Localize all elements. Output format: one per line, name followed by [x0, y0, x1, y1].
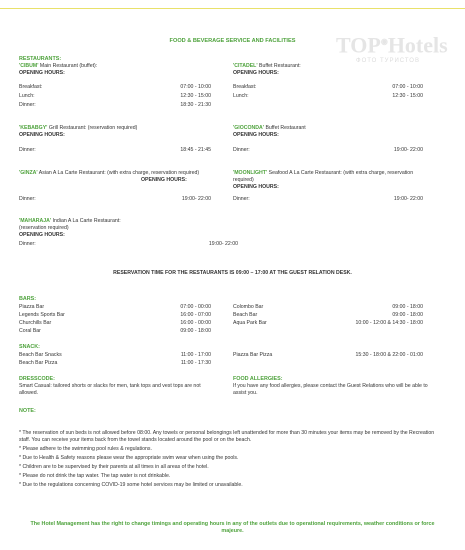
snack-row: Beach Bar Pizza 11:00 - 17:30: [19, 360, 211, 366]
snack-row: Piazza Bar Pizza 15:30 - 18:00 & 22:00 - 01:00: [233, 352, 423, 358]
cibum-block: [19, 63, 97, 77]
management-footer: The Hotel Management has the right to change timings and operating hours in any of the outlets due to operational requirements, weather conditions or force majeure.: [30, 521, 435, 535]
dresscode-heading: DRESSCODE:: [19, 376, 55, 382]
page-title: FOOD & BEVERAGE SERVICE AND FACILITIES: [169, 38, 296, 44]
moonlight-name: 'MOONLIGHT': [233, 170, 268, 176]
kebabgy-block: [19, 125, 137, 139]
citadel-block: [233, 63, 301, 77]
moonlight-block: [233, 170, 433, 191]
ginza-row: Dinner: 19:00- 22:00: [19, 196, 211, 202]
logo-subtitle: ФОТО ТУРИСТОВ: [356, 58, 420, 65]
cibum-row: Breakfast: 07:00 - 10:00: [19, 84, 211, 90]
bar-row: Colombo Bar 09:00 - 18:00: [233, 304, 423, 310]
citadel-row: Lunch: 12:30 - 15:00: [233, 93, 423, 99]
cibum-row: Dinner: 18:30 - 21:30: [19, 102, 211, 108]
gioconda-desc: Buffet Restaurant: [264, 125, 306, 131]
top-divider: [0, 8, 465, 9]
ginza-block: [19, 170, 211, 183]
bar-row: Beach Bar 09:00 - 18:00: [233, 312, 423, 318]
note-item: * The reservation of sun beds is not allowed before 08:00. Any towels or personal belongings left unattended for more than 30 minutes your items may be removed by the Recreation staff. You can receive your items back from the towel stands located around the pool or on the beach.: [19, 430, 435, 444]
allergies-text: If you have any food allergies, please contact the Guest Relations who will be able to assist you.: [233, 383, 428, 397]
maharaja-name: 'MAHARAJA': [19, 218, 52, 224]
logo-mark: TOP◉Hotels: [336, 32, 448, 58]
moonlight-desc: Seafood A La Carte Restaurant: (with extra charge, reservation required): [233, 170, 414, 184]
allergies-heading: FOOD ALLERGIES:: [233, 376, 283, 382]
gioconda-name: 'GIOCONDA': [233, 125, 264, 131]
kebabgy-row: Dinner: 18:45 - 21:45: [19, 147, 211, 153]
maharaja-block: [19, 218, 121, 239]
ginza-desc: Asian A La Carte Restaurant: (with extra charge, reservation required): [37, 170, 200, 176]
citadel-row: Breakfast: 07:00 - 10:00: [233, 84, 423, 90]
bars-heading: BARS:: [19, 296, 37, 302]
opening-hours-label: OPENING HOURS:: [233, 132, 279, 139]
maharaja-desc2: (reservation required): [19, 225, 69, 232]
opening-hours-label: OPENING HOURS:: [233, 184, 279, 191]
cibum-name: 'CIBUM': [19, 63, 39, 69]
bar-row: Aqua Park Bar 10:00 - 12:00 & 14:30 - 18:00: [233, 320, 423, 326]
gioconda-block: [233, 125, 306, 139]
opening-hours-label: OPENING HOURS:: [19, 70, 65, 77]
bar-row: Coral Bar 09:00 - 18:00: [19, 328, 211, 334]
bar-row: Churchills Bar 16:00 - 00:00: [19, 320, 211, 326]
moonlight-row: Dinner: 19:00- 22:00: [233, 196, 423, 202]
cibum-row: Lunch: 12:30 - 15:00: [19, 93, 211, 99]
reservation-notice: RESERVATION TIME FOR THE RESTAURANTS IS 09:00 – 17:00 AT THE GUEST RELATION DESK.: [113, 270, 352, 276]
opening-hours-label: OPENING HOURS:: [141, 177, 187, 183]
dresscode-text: Smart Casual: tailored shorts or slacks for men, tank tops and vest tops are not allowed.: [19, 383, 201, 397]
bar-row: Legends Sports Bar 16:00 - 07:00: [19, 312, 211, 318]
bar-row: Piazza Bar 07:00 - 00:00: [19, 304, 211, 310]
ginza-name: 'GINZA': [19, 170, 38, 176]
citadel-desc: Buffet Restaurant:: [257, 63, 301, 69]
kebabgy-desc: Grill Restaurant: (reservation required): [47, 125, 138, 131]
snack-row: Beach Bar Snacks 11:00 - 17:00: [19, 352, 211, 358]
opening-hours-label: OPENING HOURS:: [19, 132, 65, 139]
gioconda-row: Dinner: 19:00- 22:00: [233, 147, 423, 153]
maharaja-desc: Indian A La Carte Restaurant:: [51, 218, 121, 224]
notes-list: [19, 430, 444, 491]
opening-hours-label: OPENING HOURS:: [19, 232, 65, 239]
note-item: * Due to the regulations concerning COVID-19 some hotel services may be limited or unavailable.: [19, 482, 243, 489]
note-item: * Please do not drink the tap water. The tap water is not drinkable.: [19, 473, 171, 480]
citadel-name: 'CITADEL': [233, 63, 258, 69]
cibum-desc: Main Restaurant (buffet):: [38, 63, 98, 69]
opening-hours-label: OPENING HOURS:: [233, 70, 279, 77]
restaurants-heading: RESTAURANTS:: [19, 56, 62, 62]
note-item: * Children are to be supervised by their parents at all times in all areas of the hotel.: [19, 464, 209, 471]
note-item: * Please adhere to the swimming pool rules & regulations.: [19, 446, 152, 453]
kebabgy-name: 'KEBABGY': [19, 125, 48, 131]
note-heading: NOTE:: [19, 408, 36, 414]
snack-heading: SNACK:: [19, 344, 40, 350]
watermark-logo: [336, 20, 448, 90]
note-item: * Due to Health & Safety reasons please wear the appropriate swim wear when using the pools.: [19, 455, 239, 462]
maharaja-row: Dinner: 19:00- 22:00: [19, 241, 238, 247]
